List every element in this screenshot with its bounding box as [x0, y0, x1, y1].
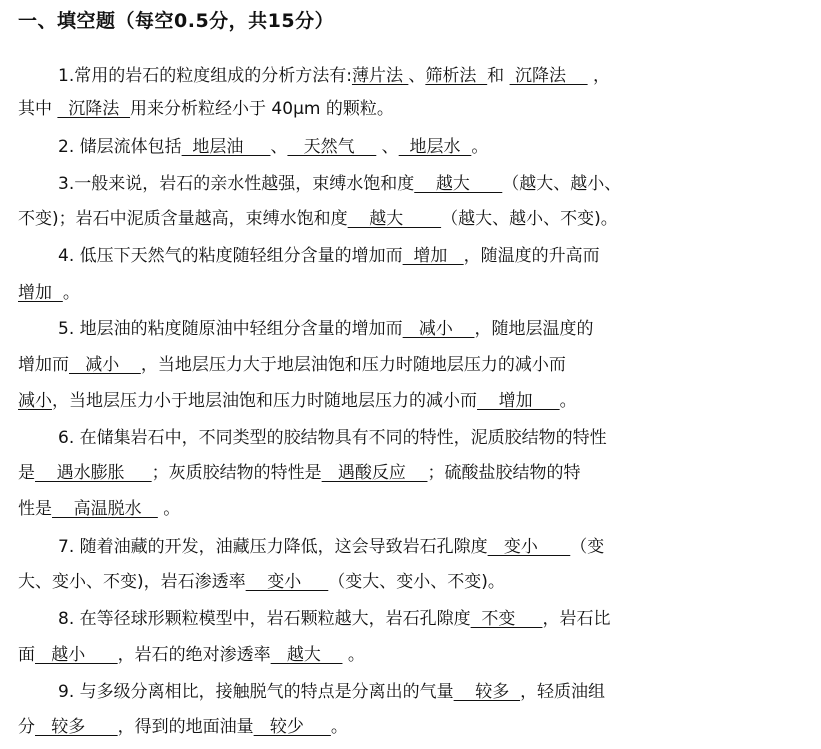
answer-blank: 越大: [347, 209, 442, 229]
q4-line-2: [18, 281, 801, 305]
question-text: 。: [471, 137, 489, 157]
question-text: 4. 低压下天然气的粘度随轻组分含量的增加而: [58, 246, 403, 266]
q4-line-1: [58, 244, 801, 268]
answer-blank: 越大: [270, 645, 343, 665]
question-text: 5. 地层油的粘度随原油中轻组分含量的增加而: [58, 319, 403, 339]
question-text: 不变)；岩石中泥质含量越高，束缚水饱和度: [18, 209, 348, 229]
question-text: ，岩石的绝对渗透率: [117, 645, 271, 665]
question-text: 。: [62, 283, 80, 303]
question-text: 其中: [18, 99, 58, 119]
answer-blank: 减小: [402, 319, 475, 339]
question-text: 2. 储层流体包括: [58, 137, 182, 157]
question-text: 。: [559, 391, 577, 411]
answer-blank: 遇水膨胀: [35, 463, 152, 483]
q6-line-1: [58, 426, 801, 450]
question-text: ，随地层温度的: [474, 319, 594, 339]
question-text: 1.常用的岩石的粒度组成的分析方法有:: [58, 66, 352, 86]
answer-blank: 增加: [477, 391, 560, 411]
question-text: 8. 在等径球形颗粒模型中，岩石颗粒越大，岩石孔隙度: [58, 609, 471, 629]
question-text: 9. 与多级分离相比，接触脱气的特点是分离出的气量: [58, 682, 454, 702]
q1-line-1: [58, 64, 801, 88]
q3-line-2: [18, 207, 801, 231]
question-text: ，岩石比: [542, 609, 611, 629]
question-text: 。: [157, 499, 181, 519]
question-text: 、: [270, 137, 288, 157]
question-text: 面: [18, 645, 35, 665]
q5-line-2: [18, 353, 801, 377]
answer-blank: 变小: [245, 572, 329, 592]
q7-line-2: [18, 570, 801, 594]
question-text: 是: [18, 463, 35, 483]
answer-blank: 变小: [487, 537, 571, 557]
q6-line-3: [18, 497, 801, 521]
answer-blank: 地层油: [181, 137, 271, 157]
question-text: 。: [342, 645, 365, 665]
question-text: ，当地层压力小于地层油饱和压力时随地层压力的减小而: [52, 391, 477, 411]
answer-blank: 筛析法: [425, 66, 488, 86]
question-text: ；硫酸盐胶结物的特: [427, 463, 581, 483]
q8-line-2: [18, 643, 801, 667]
answer-blank: 高温脱水: [52, 499, 158, 519]
question-text: ，: [587, 66, 611, 86]
q2-line-1: [58, 135, 801, 159]
answer-blank: 越小: [35, 645, 118, 665]
question-text: 、: [376, 137, 399, 157]
question-text: 用来分析粒经小于 40μm 的颗粒。: [130, 99, 394, 119]
question-text: 和: [487, 66, 510, 86]
answer-blank: 天然气: [287, 137, 377, 157]
answer-blank: 薄片法: [351, 66, 409, 86]
question-text: ，轻质油组: [520, 682, 606, 702]
question-text: 性是: [18, 499, 52, 519]
question-text: （越大、越小、不变)。: [441, 209, 618, 229]
question-text: （变大、变小、不变)。: [328, 572, 505, 592]
answer-blank: 增加: [402, 246, 464, 266]
answer-blank: 增加: [18, 283, 63, 303]
answer-blank: 较少: [253, 717, 331, 737]
q9-line-1: [58, 680, 801, 704]
question-text: ，随温度的升高而: [463, 246, 600, 266]
question-text: 分: [18, 717, 35, 737]
q1-line-2: [18, 97, 801, 121]
q6-line-2: [18, 461, 801, 485]
answer-blank: 较多: [453, 682, 521, 702]
q5-line-1: [58, 317, 801, 341]
answer-blank: 地层水: [398, 137, 472, 157]
q9-line-2: [18, 715, 801, 739]
answer-blank: 较多: [35, 717, 118, 737]
question-text: 3.一般来说，岩石的亲水性越强，束缚水饱和度: [58, 174, 415, 194]
question-text: （变: [570, 537, 605, 557]
section-title: 一、填空题（每空0.5分，共15分）: [18, 10, 335, 32]
question-text: ；灰质胶结物的特性是: [151, 463, 322, 483]
question-text: 7. 随着油藏的开发，油藏压力降低，这会导致岩石孔隙度: [58, 537, 488, 557]
answer-blank: 遇酸反应: [321, 463, 428, 483]
answer-blank: 沉降法: [57, 99, 131, 119]
answer-blank: 不变: [470, 609, 543, 629]
question-text: 大、变小、不变)，岩石渗透率: [18, 572, 246, 592]
question-text: ，当地层压力大于地层油饱和压力时随地层压力的减小而: [140, 355, 566, 375]
question-text: 6. 在储集岩石中，不同类型的胶结物具有不同的特性，泥质胶结物的特性: [58, 428, 607, 448]
question-text: （越大、越小、: [502, 174, 622, 194]
question-text: 、: [408, 66, 426, 86]
answer-blank: 减小: [18, 391, 52, 411]
q8-line-1: [58, 607, 801, 631]
answer-blank: 越大: [414, 174, 503, 194]
question-text: 。: [330, 717, 348, 737]
answer-blank: 沉降法: [509, 66, 588, 86]
q5-line-3: [18, 389, 801, 413]
answer-blank: 减小: [69, 355, 141, 375]
q7-line-1: [58, 535, 801, 559]
q3-line-1: [58, 172, 801, 196]
question-text: ，得到的地面油量: [117, 717, 254, 737]
question-text: 增加而: [18, 355, 69, 375]
